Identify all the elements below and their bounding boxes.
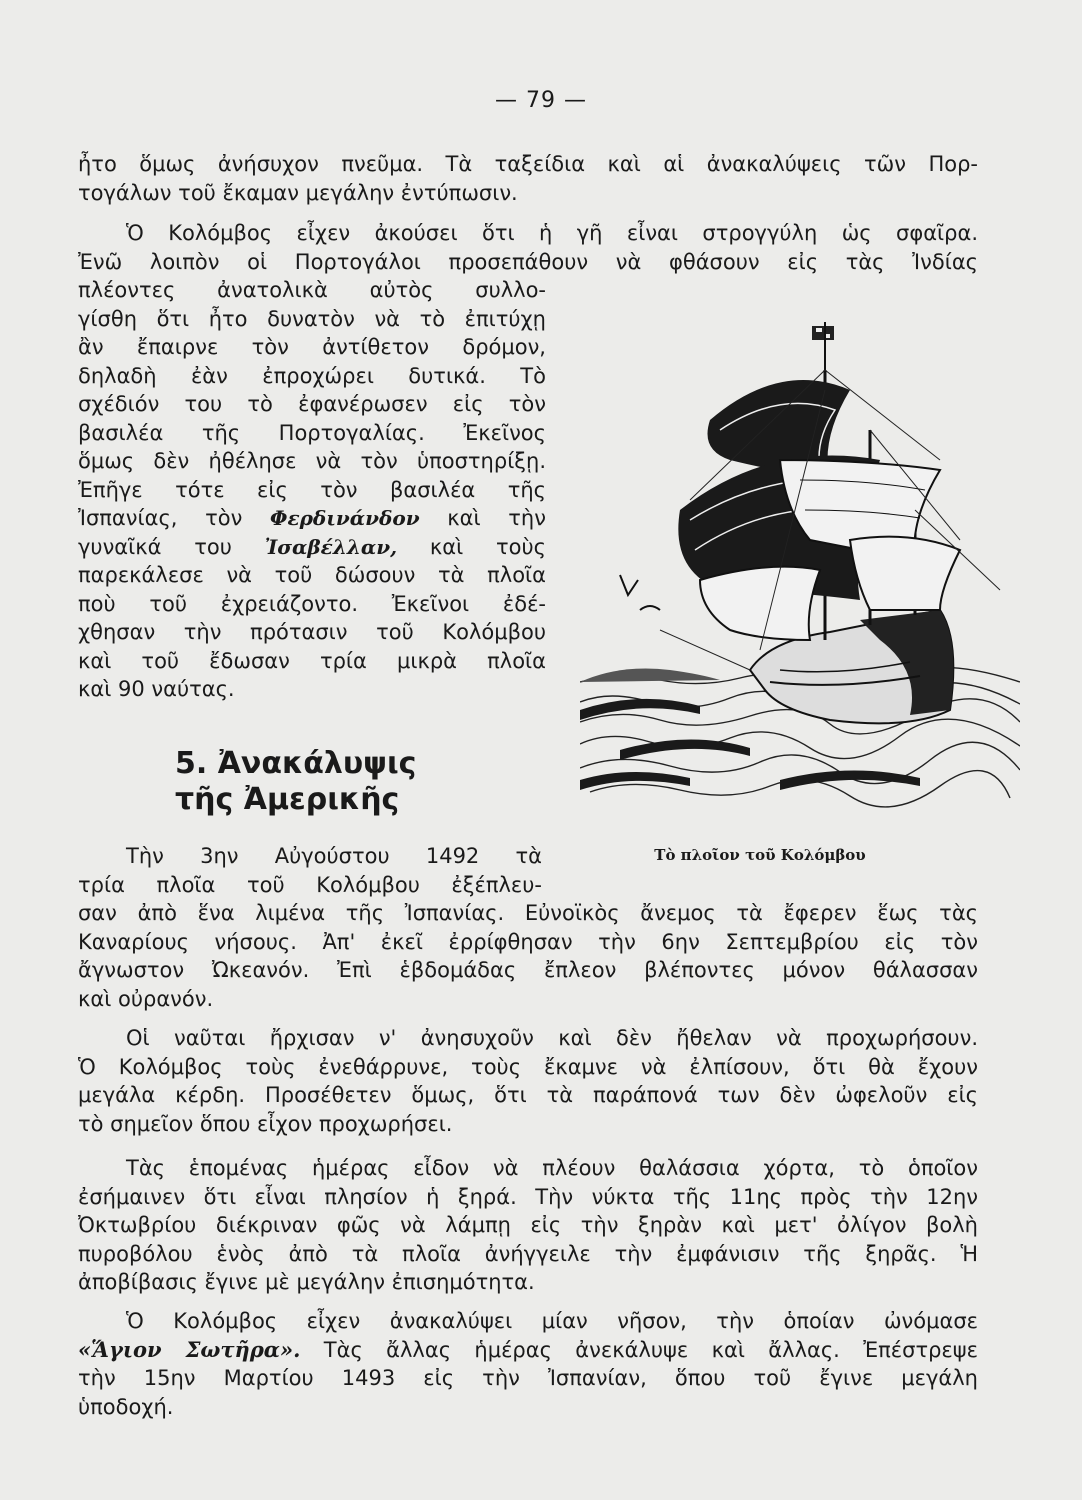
island-name: «Ἅγιον Σωτῆρα». — [78, 1336, 301, 1362]
text-line: Ὁ Κολόμβος εἶχεν ἀνακαλύψει μίαν νῆσον, τὴν ὁποίαν ὠνόμασε — [126, 1309, 978, 1333]
text-line: καὶ 90 ναύτας. — [78, 677, 235, 701]
text-line: μεγάλα κέρδη. Προσέθετεν ὅμως, ὅτι τὰ παράπονά των δὲν ὠφελοῦν εἰς — [78, 1083, 978, 1107]
text-line — [78, 1336, 978, 1365]
text-line: ἄγνωστον Ὠκεανόν. Ἐπὶ ἑβδομάδας ἔπλεον βλέποντες μόνον θάλασσαν — [78, 958, 978, 982]
text-line: Ὁ Κολόμβος τοὺς ἐνεθάρρυνε, τοὺς ἔκαμνε νὰ ἐλπίσουν, ὅτι θὰ ἔχουν — [78, 1054, 978, 1079]
text-line: ἂν ἔπαιρνε τὸν ἀντίθετον δρόμον, — [78, 335, 546, 359]
text-line — [78, 533, 546, 562]
text-line: τρία πλοῖα τοῦ Κολόμβου ἐξέπλευ- — [78, 872, 542, 897]
columbus-plan-paragraph-full — [78, 219, 978, 276]
text-line: τὴν 15ην Μαρτίου 1493 εἰς τὴν Ἰσπανίαν, ὅπου τοῦ ἔγινε μεγάλη — [78, 1366, 978, 1390]
text-line: τὸ σημεῖον ὅπου εἶχον προχωρήσει. — [78, 1111, 453, 1136]
text-fragment: καὶ τὴν — [447, 506, 546, 530]
text-line: σαν ἀπὸ ἕνα λιμένα τῆς Ἰσπανίας. Εὐνοϊκὸς ἄνεμος τὰ ἔφερεν ἕως τὰς — [78, 901, 978, 925]
text-line: πυροβόλου ἑνὸς ἀπὸ τὰ πλοῖα ἀνήγγειλε τὴν ἐμφάνισιν τῆς ξηρᾶς. Ἡ — [78, 1241, 978, 1266]
text-line: πλέοντες ἀνατολικὰ αὐτὸς συλλο- — [78, 278, 546, 302]
voyage-paragraph-narrow — [78, 842, 542, 899]
sailing-ship-illustration — [580, 310, 1020, 810]
intro-paragraph — [78, 150, 978, 207]
landfall-paragraph — [78, 1154, 978, 1297]
text-line: καὶ οὐρανόν. — [78, 986, 214, 1011]
text-line: τογάλων τοῦ ἔκαμαν μεγάλην ἐντύπωσιν. — [78, 180, 518, 205]
text-line: Καναρίους νήσους. Ἀπ' ἐκεῖ ἐρρίφθησαν τὴν 6ην Σεπτεμβρίου εἰς τὸν — [78, 929, 978, 954]
text-line: Οἱ ναῦται ἤρχισαν ν' ἀνησυχοῦν καὶ δὲν ἤθελαν νὰ προχωρήσουν. — [126, 1026, 978, 1050]
text-fragment: Τὰς ἄλλας ἡμέρας ἀνεκάλυψε καὶ ἄλλας. Ἐπέστρεψε — [323, 1337, 978, 1362]
text-line: Τὰς ἑπομένας ἡμέρας εἶδον νὰ πλέουν θαλάσσια χόρτα, τὸ ὁποῖον — [126, 1156, 978, 1180]
text-line: ὅμως δὲν ἠθέλησε νὰ τὸν ὑποστηρίξῃ. — [78, 449, 546, 473]
text-line: ἀποβίβασις ἔγινε μὲ μεγάλην ἐπισημότητα. — [78, 1270, 535, 1294]
figure-caption: Τὸ πλοῖον τοῦ Κολόμβου — [654, 846, 866, 864]
page-number: — 79 — — [495, 88, 587, 113]
text-line: χθησαν τὴν πρότασιν τοῦ Κολόμβου — [78, 620, 546, 644]
text-line: ἦτο ὅμως ἀνήσυχον πνεῦμα. Τὰ ταξείδια καὶ αἱ ἀνακαλύψεις τῶν Πορ- — [78, 152, 978, 176]
heading-line: τῆς Ἀμερικῆς — [175, 782, 400, 817]
section-heading — [175, 746, 416, 818]
text-line: γίσθη ὅτι ἦτο δυνατὸν νὰ τὸ ἐπιτύχῃ — [78, 306, 546, 331]
text-line: ποὺ τοῦ ἐχρειάζοντο. Ἐκεῖνοι ἐδέ- — [78, 591, 546, 616]
text-fragment: καὶ τοὺς — [429, 534, 546, 559]
text-line: Τὴν 3ην Αὐγούστου 1492 τὰ — [126, 844, 542, 868]
text-line: Ὁ Κολόμβος εἶχεν ἀκούσει ὅτι ἡ γῆ εἶναι στρογγύλη ὡς σφαῖρα. — [126, 221, 978, 245]
text-line: Ὀκτωβρίου διέκριναν φῶς νὰ λάμπῃ εἰς τὴν ξηρὰν καὶ μετ' ὀλίγον βολὴ — [78, 1213, 978, 1237]
text-fragment: γυναῖκά του — [78, 534, 232, 559]
heading-line: 5. Ἀνακάλυψις — [175, 746, 417, 781]
text-line — [78, 504, 546, 533]
text-line: ὑποδοχή. — [78, 1394, 174, 1419]
voyage-paragraph-full — [78, 899, 978, 1013]
text-line: σχέδιόν του τὸ ἐφανέρωσεν εἰς τὸν — [78, 392, 546, 416]
sailors-paragraph — [78, 1024, 978, 1138]
text-line: καὶ τοῦ ἔδωσαν τρία μικρὰ πλοῖα — [78, 648, 546, 673]
text-line: Ἐπῆγε τότε εἰς τὸν βασιλέα τῆς — [78, 477, 546, 502]
name-ferdinand: Φερδινάνδον — [270, 506, 420, 530]
text-line: βασιλέα τῆς Πορτογαλίας. Ἐκεῖνος — [78, 420, 546, 445]
text-line: παρεκάλεσε νὰ τοῦ δώσουν τὰ πλοῖα — [78, 563, 546, 587]
text-fragment: Ἰσπανίας, τὸν — [78, 506, 243, 530]
text-line: Ἐνῶ λοιπὸν οἱ Πορτογάλοι προσεπάθουν νὰ φθάσουν εἰς τὰς Ἰνδίας — [78, 249, 978, 274]
text-line: ἐσήμαινεν ὅτι εἶναι πλησίον ἡ ξηρά. Τὴν νύκτα τῆς 11ης πρὸς τὴν 12ην — [78, 1184, 978, 1209]
ship-drawing — [580, 310, 1020, 810]
text-line: δηλαδὴ ἐὰν ἐπροχώρει δυτικά. Τὸ — [78, 363, 546, 388]
name-isabella: Ἰσαβέλλαν, — [264, 534, 398, 559]
columbus-plan-paragraph-narrow — [78, 276, 546, 704]
return-paragraph — [78, 1307, 978, 1421]
